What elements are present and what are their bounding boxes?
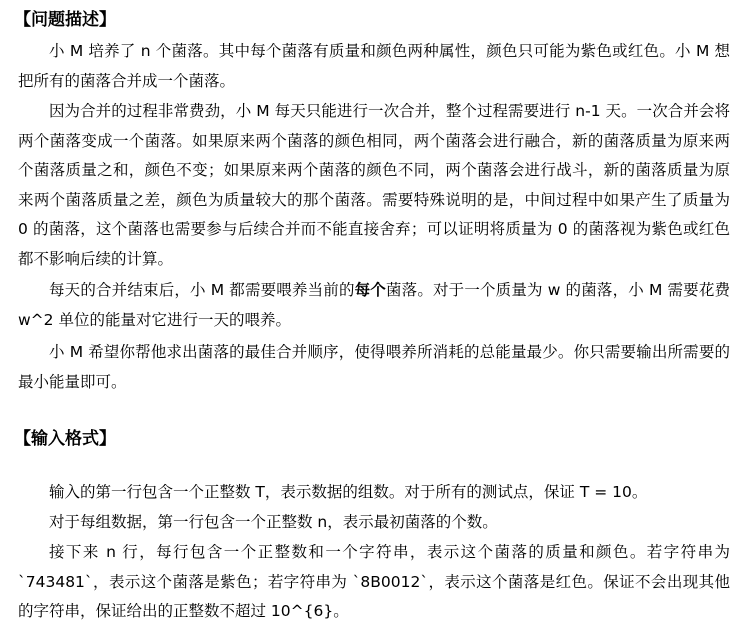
input-paragraph-3-text: 接下来 n 行，每行包含一个正整数和一个字符串，表示这个菌落的质量和颜色。若字符串为 `743481`，表示这个菌落是紫色；若字符串为 `8B0012`，表示这个菌落是红色。保证不会出现其他的字符串，保证给出的正整数不超过 10^{6}。 [18,543,730,620]
emphasis-each: 每个 [354,281,386,299]
problem-paragraph-3-text-a: 每天的合并结束后，小 M 都需要喂养当前的 [49,281,355,299]
problem-paragraph-4 [18,338,730,397]
problem-paragraph-3-text-b: 菌落。对于一个质量为 w 的菌落，小 M 需要花费 w^2 单位的能量对它进行一天的喂养。 [18,281,730,329]
input-paragraph-2 [18,508,730,538]
problem-description-heading: 【问题描述】 [14,10,116,30]
input-paragraph-3 [18,538,730,627]
input-paragraph-1 [18,478,730,508]
problem-paragraph-2-text: 因为合并的过程非常费劲，小 M 每天只能进行一次合并，整个过程需要进行 n-1 天。一次合并会将两个菌落变成一个菌落。如果原来两个菌落的颜色相同，两个菌落会进行融合，新的菌落质量为原来两个菌落质量之和，颜色不变；如果原来两个菌落的颜色不同，两个菌落会进行战斗，新的菌落质量为原来两个菌落质量之差，颜色为质量较大的那个菌落。需要特殊说明的是，中间过程中如果产生了质量为 0 的菌落，这个菌落也需要参与后续合并而不能直接舍弃；可以证明将质量为 0 的菌落视为紫色或红色都不影响后续的计算。 [18,102,730,268]
input-paragraph-2-text: 对于每组数据，第一行包含一个正整数 n，表示最初菌落的个数。 [49,513,498,531]
input-paragraph-1-text: 输入的第一行包含一个正整数 T，表示数据的组数。对于所有的测试点，保证 T = 10。 [49,483,648,501]
input-format-heading: 【输入格式】 [14,429,116,449]
problem-paragraph-3 [18,276,730,335]
problem-paragraph-1 [18,37,730,96]
problem-paragraph-1-text: 小 M 培养了 n 个菌落。其中每个菌落有质量和颜色两种属性，颜色只可能为紫色或红色。小 M 想把所有的菌落合并成一个菌落。 [18,42,730,90]
problem-paragraph-4-text: 小 M 希望你帮他求出菌落的最佳合并顺序，使得喂养所消耗的总能量最少。你只需要输出所需要的最小能量即可。 [18,343,730,391]
problem-paragraph-2 [18,97,730,274]
